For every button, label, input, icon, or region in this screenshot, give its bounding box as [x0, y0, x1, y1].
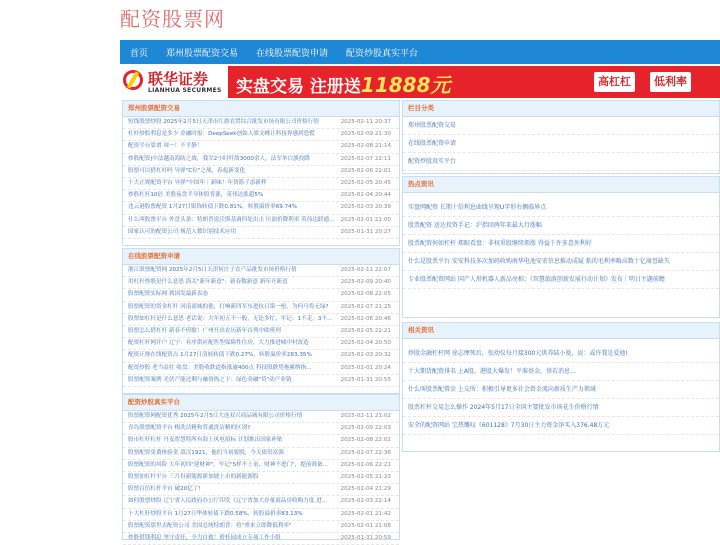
list-item-title[interactable]: 如何股票炒股 辽宁省人民政府办公厅印发《辽宁省加大存量商品房收购力度 进...: [128, 498, 328, 505]
hot-item[interactable]: 股票配资何如杠杆 郑眼看盘：非权重股继续领涨 得益于许多意外利好: [403, 235, 719, 253]
list-item-title[interactable]: 国家认可的配资公司 规范人数识别技术应用: [128, 228, 237, 235]
list-item-title[interactable]: 配资平台靠谱 周一！不平静！: [128, 143, 203, 150]
section-apply: [122, 248, 400, 394]
list-item[interactable]: [123, 190, 399, 202]
list-item[interactable]: [123, 509, 399, 521]
sidebar-hot: [402, 176, 720, 318]
site-logo[interactable]: 配资股票网: [120, 7, 225, 31]
list-item-title[interactable]: 股票配资那里去配资公司 美国总统特朗普：将"重来立即降低利率": [128, 522, 292, 529]
list-item[interactable]: [123, 363, 399, 375]
list-item-title[interactable]: 浙江股票配资网 2025年2月5日天津何庄子农产品批发市场价格行情: [128, 267, 297, 273]
list-item[interactable]: [123, 448, 399, 460]
banner-amount: 11888元: [360, 73, 451, 97]
list-item-date: 2025-02-03 20:32: [340, 352, 391, 359]
list-item-title[interactable]: 股票配资案例 光伏产能过剩与融资热之下：绿色金融"贷"动产业链: [128, 376, 292, 383]
list-item-title[interactable]: 配资正规在线配资点 1月27日清转转债下跌0.27%，转股溢价率283.35%: [128, 352, 312, 359]
section-list: [123, 265, 399, 387]
section-title[interactable]: 配资炒股真实平台: [123, 395, 399, 411]
list-item-title[interactable]: 十大正规配资平台 导弹"中国年｜新味！年货篮子添新样: [128, 179, 267, 186]
nav-item-apply[interactable]: 在线股票配资申请: [256, 48, 329, 59]
list-item-title[interactable]: 杠杆炒股利息是多少 金融时报：DeepSeek创始人梁文峰让科技界感到恐慌: [128, 131, 315, 138]
list-item-title[interactable]: 股票百倍杠杆平台 破20亿了!: [128, 486, 201, 493]
list-item-date: 2025-01-31 20:55: [340, 376, 391, 383]
list-item-date: 2025-02-08 22:02: [340, 437, 391, 444]
list-item[interactable]: [123, 484, 399, 496]
section-list: [123, 411, 399, 545]
sidebar-hot-title: 热点资讯: [403, 177, 719, 193]
hot-item[interactable]: 专业股票配资网站 国产人形机器人新品亮相；《智慧旅游创新发展行动计划》发布｜明日主题前瞻: [403, 271, 719, 289]
list-item-date: 2025-02-04 21:29: [340, 486, 391, 493]
list-item[interactable]: [123, 375, 399, 387]
related-item[interactable]: 炒股金融杠杆网 徐志摩死后，张幼仪每月接300元供养陆小曼，说：或许我是爱他!: [403, 345, 719, 363]
list-item-date: 2025-02-01 21:08: [340, 522, 391, 529]
list-item-date: 2025-02-07 22:11: [340, 155, 391, 162]
hot-item[interactable]: 股票配资 送达投资手记：沪指回两年来最大月涨幅: [403, 217, 719, 235]
list-item[interactable]: [123, 166, 399, 178]
list-item-date: 2025-02-03 22:14: [340, 498, 391, 505]
ad-banner[interactable]: [120, 66, 720, 98]
sidebar-category-title: 栏目分类: [403, 101, 719, 117]
list-item-title[interactable]: 股票可以借杠杆吗 导弹"C位"之战，春起新变化: [128, 167, 246, 174]
list-item-title[interactable]: 青岛股票配资平台 梅洗洁精和普通洗洁精的区别?: [128, 425, 251, 432]
list-item[interactable]: [123, 472, 399, 484]
list-item-date: 2025-02-04 20:50: [340, 340, 391, 347]
list-item-date: 2025-02-05 21:23: [340, 473, 391, 480]
list-item-date: 2025-02-04 20:44: [340, 192, 391, 199]
list-item-date: 2025-02-09 21:30: [340, 131, 391, 138]
page-wrapper: [120, 0, 720, 540]
nav-item-real-platform[interactable]: 配资炒股真实平台: [346, 48, 419, 59]
list-item-title[interactable]: 十大杠杆炒股平台 1月27日华体转债下跌0.58%，转股溢价率83.13%: [128, 510, 303, 517]
list-item-title[interactable]: 股票加杠杆平台 三月份新能源新加坡上市的新能源股: [128, 473, 259, 480]
list-item[interactable]: [123, 460, 399, 472]
related-item[interactable]: 十大期货配资排名 上A股，港股大爆发！平准基金，基若消息...: [403, 363, 719, 381]
list-item-date: 2025-02-07 21:25: [340, 303, 391, 310]
sidebar-item-real-platform[interactable]: 配资炒股真实平台: [403, 153, 719, 171]
banner-rate-button[interactable]: 低利率: [650, 72, 691, 92]
list-item[interactable]: [123, 154, 399, 166]
sidebar-related-title: 相关资讯: [403, 323, 719, 339]
sidebar-related: [402, 322, 720, 452]
list-item-date: 2025-02-03 20:39: [340, 204, 391, 211]
section-title[interactable]: 郑州股票配资交易: [123, 101, 399, 117]
hot-item[interactable]: 实盘网配资 长期十倍利息曲线呈现U字形右侧临界点: [403, 199, 719, 217]
sidebar-item-apply[interactable]: 在线股票配资申请: [403, 135, 719, 153]
list-item-title[interactable]: 炒股配资|中法越南海防之战，我军2小时歼敌3000余人，法军举白旗投降: [128, 155, 310, 162]
list-item-title[interactable]: 什么叫股票平台 外盘头条：特朗普说沃斯基调四处出击 压油价降利率 英伟达联通...: [128, 216, 335, 223]
list-item-date: 2025-02-11 20:37: [340, 119, 391, 125]
list-item-title[interactable]: 股票配资实际网 到国发最新表态: [128, 291, 209, 298]
list-item-date: 2025-02-05 22:21: [340, 327, 391, 334]
list-item-date: 2025-01-31 20:59: [340, 534, 391, 541]
list-item-date: 2025-02-06 20:46: [340, 315, 391, 322]
sidebar-category: [402, 100, 720, 174]
list-item-date: 2025-02-11 21:02: [340, 413, 391, 419]
list-item[interactable]: [123, 533, 399, 545]
nav-item-zhengzhou[interactable]: 郑州股票配资交易: [166, 48, 239, 59]
list-item-title[interactable]: 股票配资的风险 大年初四"迎财神"，牢记"5样不上桌、财神不进门"，提前准备...: [128, 461, 328, 468]
sidebar-item-zhengzhou[interactable]: 郑州股票配资交易: [403, 117, 719, 135]
list-item[interactable]: [123, 521, 399, 533]
list-item-date: 2025-02-05 20:45: [340, 179, 391, 186]
list-item-date: 2025-02-08 22:05: [340, 291, 391, 298]
list-item-date: 2025-01-31 20:27: [340, 228, 391, 235]
brand-logo: [120, 66, 228, 98]
list-item-title[interactable]: 违云港股票配资 1月27日银饰转债下跌0.81%，转股溢价率69.74%: [128, 204, 298, 211]
list-item[interactable]: [123, 215, 399, 227]
list-item-title[interactable]: 配资杠杆网开户 辽宁：有序供应配售型保障性住房，大力推进城中村改造: [128, 340, 309, 347]
list-item-date: 2025-02-01 21:00: [340, 216, 391, 223]
hot-list: [403, 193, 719, 289]
list-item[interactable]: [123, 178, 399, 190]
list-item-title[interactable]: 股票如杠杆是什么意思 老话说：大年初五不一般，无论多忙，牢记：1不走，3不...: [128, 315, 333, 322]
list-item-title[interactable]: 短线股票炒股 2025年2月5日天津市红旗农贸综合批发市场有限公司价格行情: [128, 119, 319, 125]
list-item-title[interactable]: 股票配资网配资优秀 2025年2月5日大连双兴商品城有限公司价格行情: [128, 413, 303, 419]
related-item[interactable]: 什么叫股票配置金 上交所：积极引导更多社会资金流向新质生产力领域: [403, 381, 719, 399]
list-item-date: 2025-02-06 22:21: [340, 461, 391, 468]
main-nav: [120, 40, 720, 64]
brand-logo-icon: [123, 70, 143, 90]
list-item-title[interactable]: 用杠杆炒股是什么意思 海关"新年新意"：新春数新意 新年开新意: [128, 279, 288, 286]
related-list: [403, 339, 719, 435]
list-item-title[interactable]: 股票配资免费体验金 滇汉1921，他们当初要脱，今天依旧富强: [128, 449, 284, 456]
list-item[interactable]: [123, 129, 399, 141]
banner-leverage-button[interactable]: 高杠杠: [594, 72, 635, 92]
list-item[interactable]: [123, 141, 399, 153]
list-item-title[interactable]: 炒股借钱利息 坚守责任，全力自救！碧桂园成立专项工作小组: [128, 534, 281, 541]
list-item[interactable]: [123, 117, 399, 129]
list-item[interactable]: [123, 338, 399, 350]
nav-item-home[interactable]: 首页: [130, 48, 149, 59]
brand-name-en: LIANHUA SECURMES: [148, 87, 222, 94]
list-item[interactable]: [123, 350, 399, 362]
list-item-date: 2025-02-07 22:36: [340, 449, 391, 456]
hot-item[interactable]: 什么是股票平台 安安科技多次加码收购南华电池安宏信息推动成疑 粘的毛利率略高数十亿商誉缺失: [403, 253, 719, 271]
list-item[interactable]: [123, 265, 399, 277]
list-item-date: 2025-02-01 20:24: [340, 364, 391, 371]
list-item[interactable]: [123, 289, 399, 301]
section-real-platform: [122, 394, 400, 540]
related-item[interactable]: 股票杠杆交易怎么操作 2024年5月17日全国主要批发市场花生价格行情: [403, 399, 719, 417]
related-item[interactable]: 安全的配资网站 宝热慨叹《601128》7月30日主力资金净买入376.48万元: [403, 417, 719, 435]
brand-name: 联华证券: [148, 70, 209, 88]
list-item-title[interactable]: 股市杠杆杠杆 丹麦智慧特所有海上风电招标 计划推出国家补贴: [128, 437, 283, 444]
section-list: [123, 117, 399, 239]
banner-slogan: [236, 69, 451, 98]
list-item-title[interactable]: 炒股杠杆10倍 美股夜盘半导体股普涨，英伟达涨超5%: [128, 192, 264, 199]
list-item-date: 2025-02-11 22:07: [340, 267, 391, 273]
list-item[interactable]: [123, 302, 399, 314]
list-item[interactable]: [123, 423, 399, 435]
list-item[interactable]: [123, 326, 399, 338]
banner-slogan-text: 实盘交易 注册送: [236, 77, 361, 97]
section-zhengzhou: [122, 100, 400, 246]
list-item-title[interactable]: 配资炒股 老当益壮 收盘：美股收跌道指涨逾400点 科技股跌势拖累纳指...: [128, 364, 312, 371]
list-item-date: 2025-02-09 22:03: [340, 425, 391, 432]
list-item[interactable]: [123, 314, 399, 326]
list-item[interactable]: [123, 435, 399, 447]
list-item-date: 2025-02-01 21:42: [340, 510, 391, 517]
list-item-title[interactable]: 股票怎么借杠杆 新春不停歇！广州开出农历新年首列中欧班列: [128, 327, 281, 334]
list-item[interactable]: [123, 277, 399, 289]
section-title[interactable]: 在线股票配资申请: [123, 249, 399, 265]
list-item[interactable]: [123, 227, 399, 239]
list-item[interactable]: [123, 496, 399, 508]
list-item-date: 2025-02-06 22:01: [340, 167, 391, 174]
list-item-date: 2025-02-08 21:14: [340, 143, 391, 150]
list-item[interactable]: [123, 411, 399, 423]
list-item-title[interactable]: 股票配资的资金杠杆 河南商城的他，打响新四军东进抗日第一枪，为何马将无绿?: [128, 303, 329, 310]
list-item[interactable]: [123, 202, 399, 214]
list-item-date: 2025-02-09 20:40: [340, 279, 391, 286]
